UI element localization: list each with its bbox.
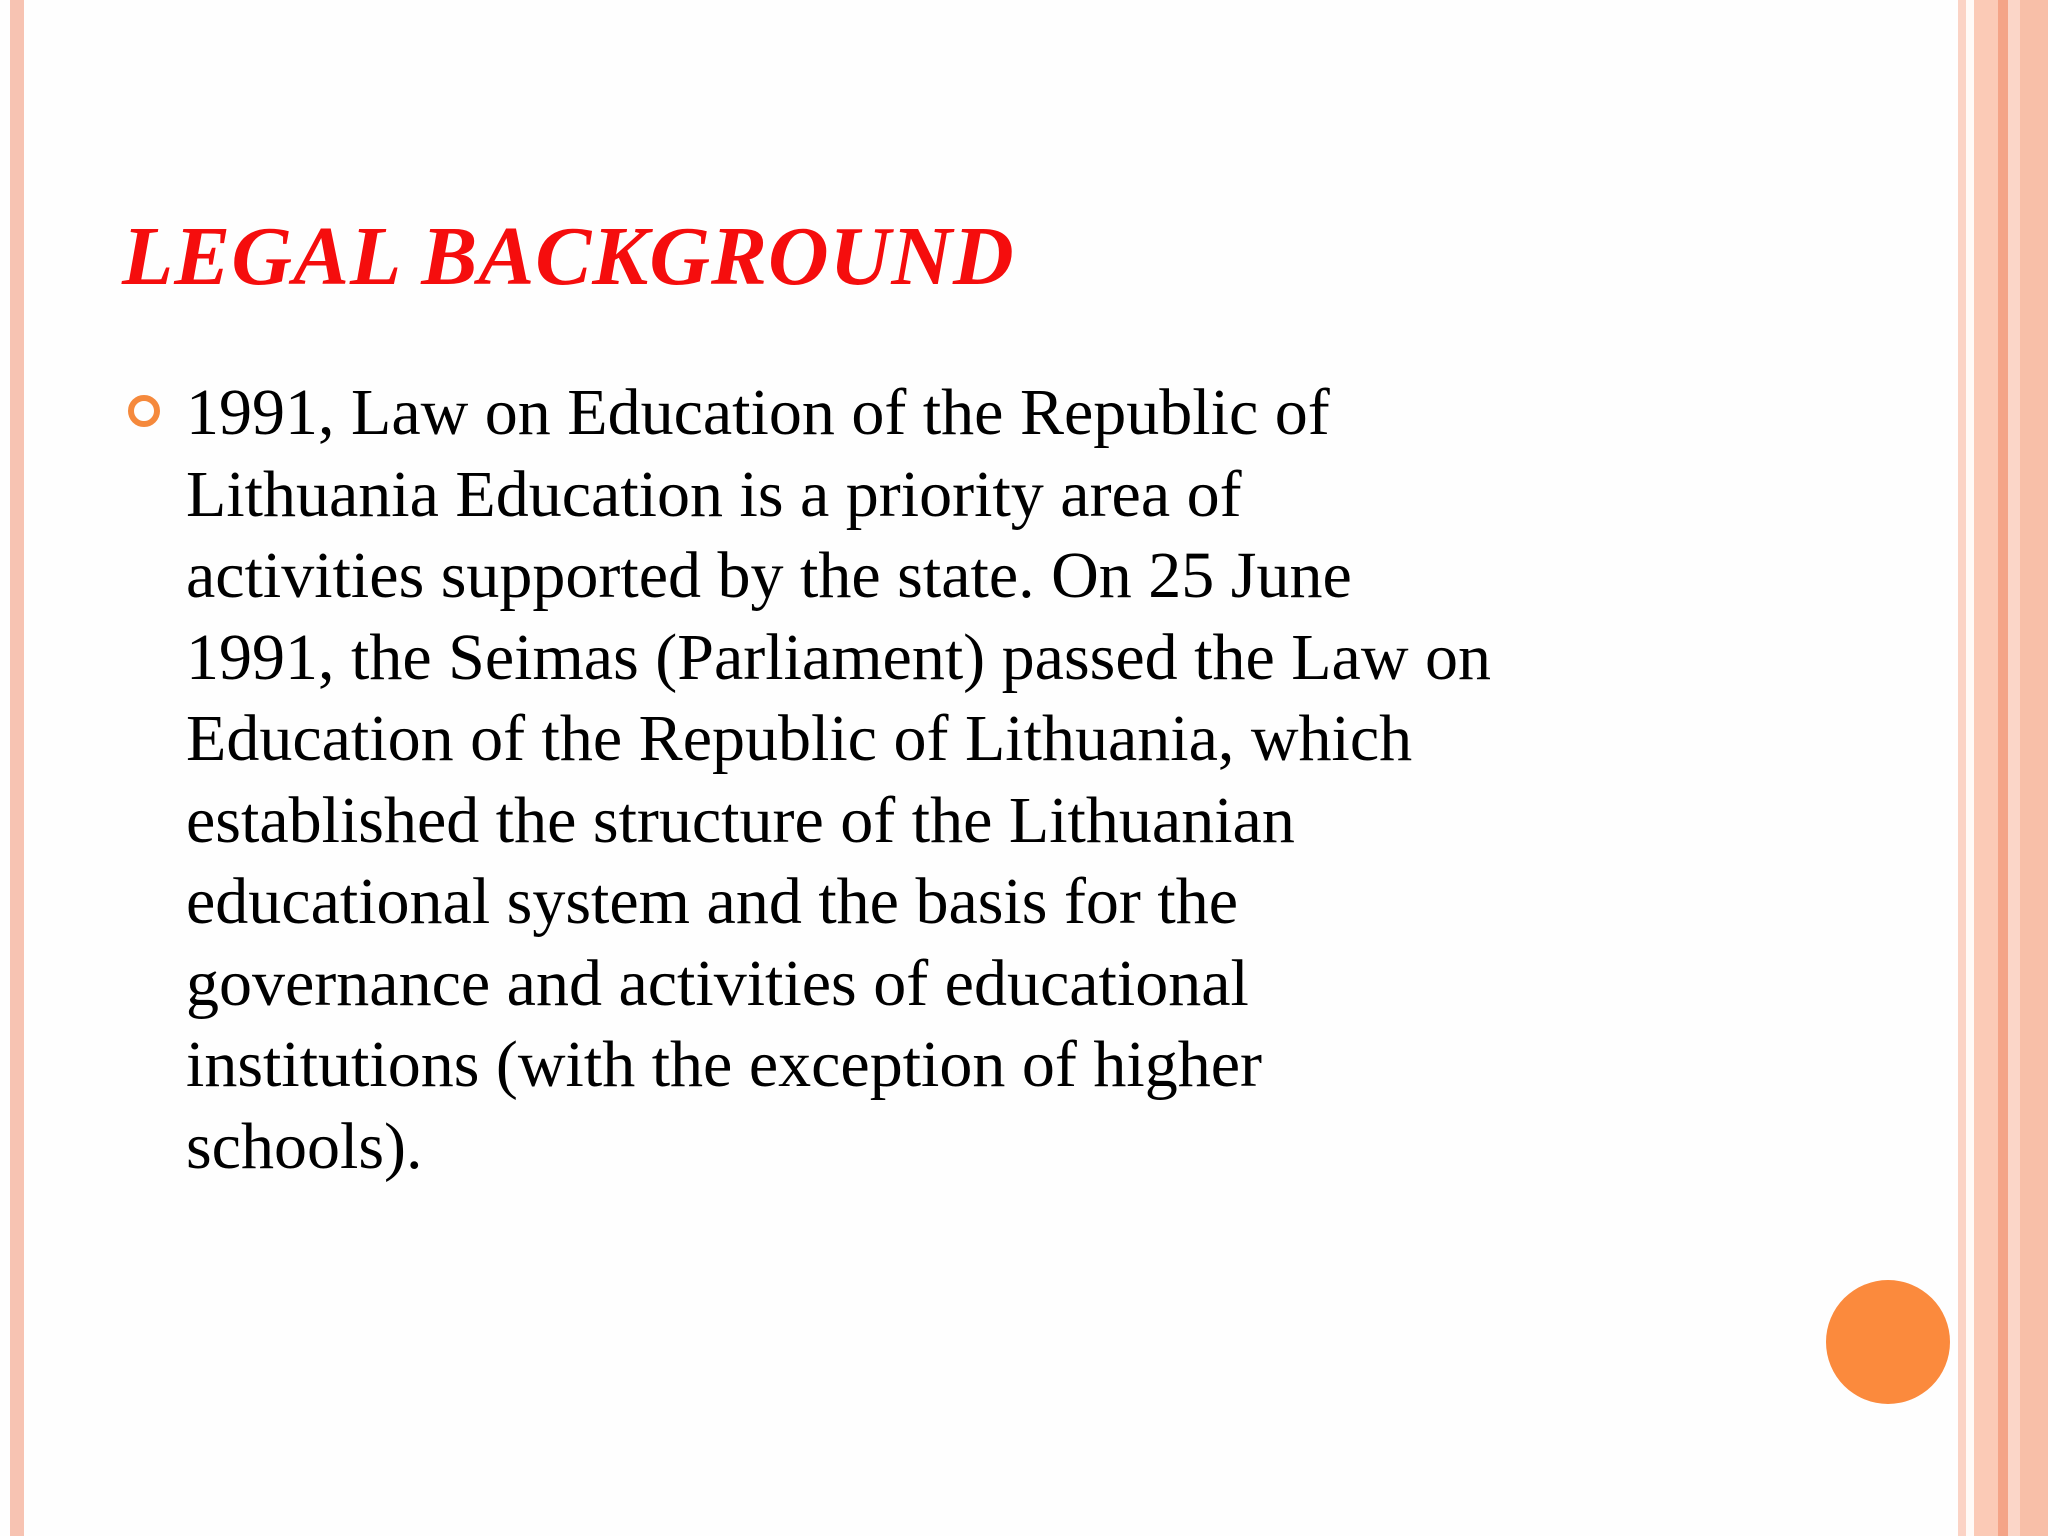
right-border-stripe [2020,0,2048,1536]
right-border-stripe [1998,0,2008,1536]
bullet-list [128,372,1828,1187]
right-border-stripe [1974,0,1998,1536]
right-border-stripe [2008,0,2020,1536]
bullet-item [128,372,1828,1187]
orange-circle-icon [1826,1280,1950,1404]
left-border-stripe [10,0,24,1536]
hollow-circle-bullet-icon [128,395,160,427]
right-border-stripe [1958,0,1966,1536]
slide-title: LEGAL BACKGROUND [122,210,1015,303]
bullet-text: 1991, Law on Education of the Republic of Lithuania Education is a priority area of activities supported by the state. On 25 June 1991, the Seimas (Parliament) passed the Law on Education of the Republic of Lithuania, which established the structure of the Lithuanian educational system and the basis for the governance and activities of educational institutions (with the exception of higher schools). [186,376,1492,1183]
right-border-stripe [1966,0,1974,1536]
